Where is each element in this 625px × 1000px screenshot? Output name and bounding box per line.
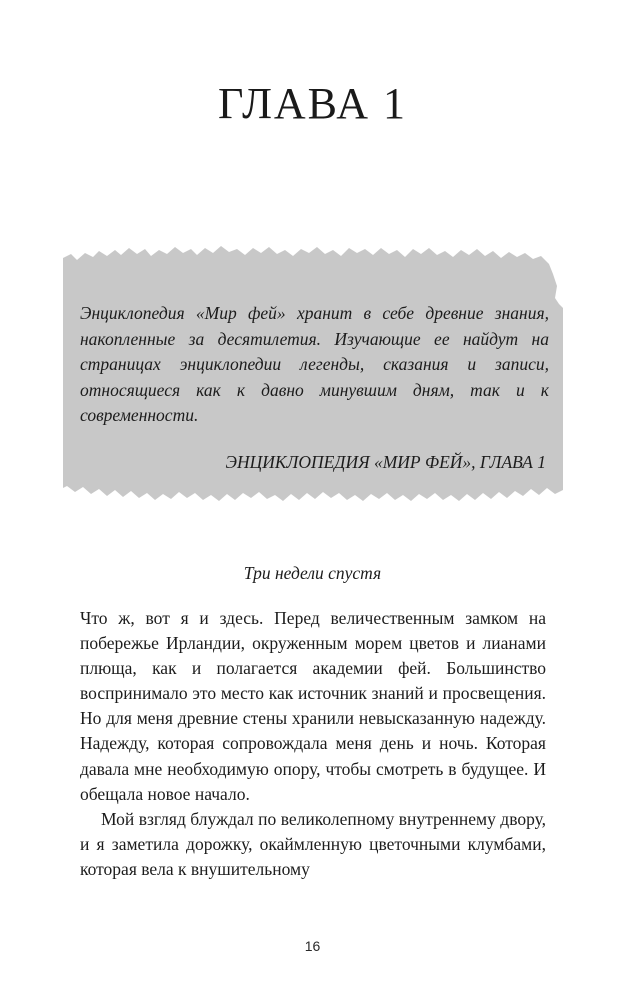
epigraph-quote: Энциклопедия «Мир фей» хранит в себе древние знания, накопленные за десятилетия. Изучающие ее найдут на страницах энциклопедии легенды, сказания и записи, относящиеся как к давно минувшим дням, так и к современности. bbox=[80, 303, 549, 425]
paragraph: Мой взгляд блуждал по великолепному внутреннему двору, и я заметила дорожку, окаймленную цветочными клумбами, которая вела к внушительному bbox=[80, 808, 546, 879]
epigraph-block bbox=[63, 244, 563, 506]
chapter-title: ГЛАВА 1 bbox=[217, 79, 408, 128]
paragraph: Что ж, вот я и здесь. Перед величественным замком на побережье Ирландии, окруженным морем цветов и лианами плюща, как и полагается академии фей. Большинство воспринимало это место как источник знаний и просвещения. Но для меня древние стены хранили невысказанную надежду. Надежду, которая сопровождала меня день и ночь. Которая давала мне необходимую опору, чтобы смотреть в будущее. И обещала новое начало. bbox=[80, 608, 546, 804]
scene-heading: Три недели спустя bbox=[243, 563, 382, 583]
body-text bbox=[80, 606, 546, 882]
page-number: 16 bbox=[304, 938, 321, 954]
epigraph-source: ЭНЦИКЛОПЕДИЯ «МИР ФЕЙ», ГЛАВА 1 bbox=[225, 452, 546, 472]
